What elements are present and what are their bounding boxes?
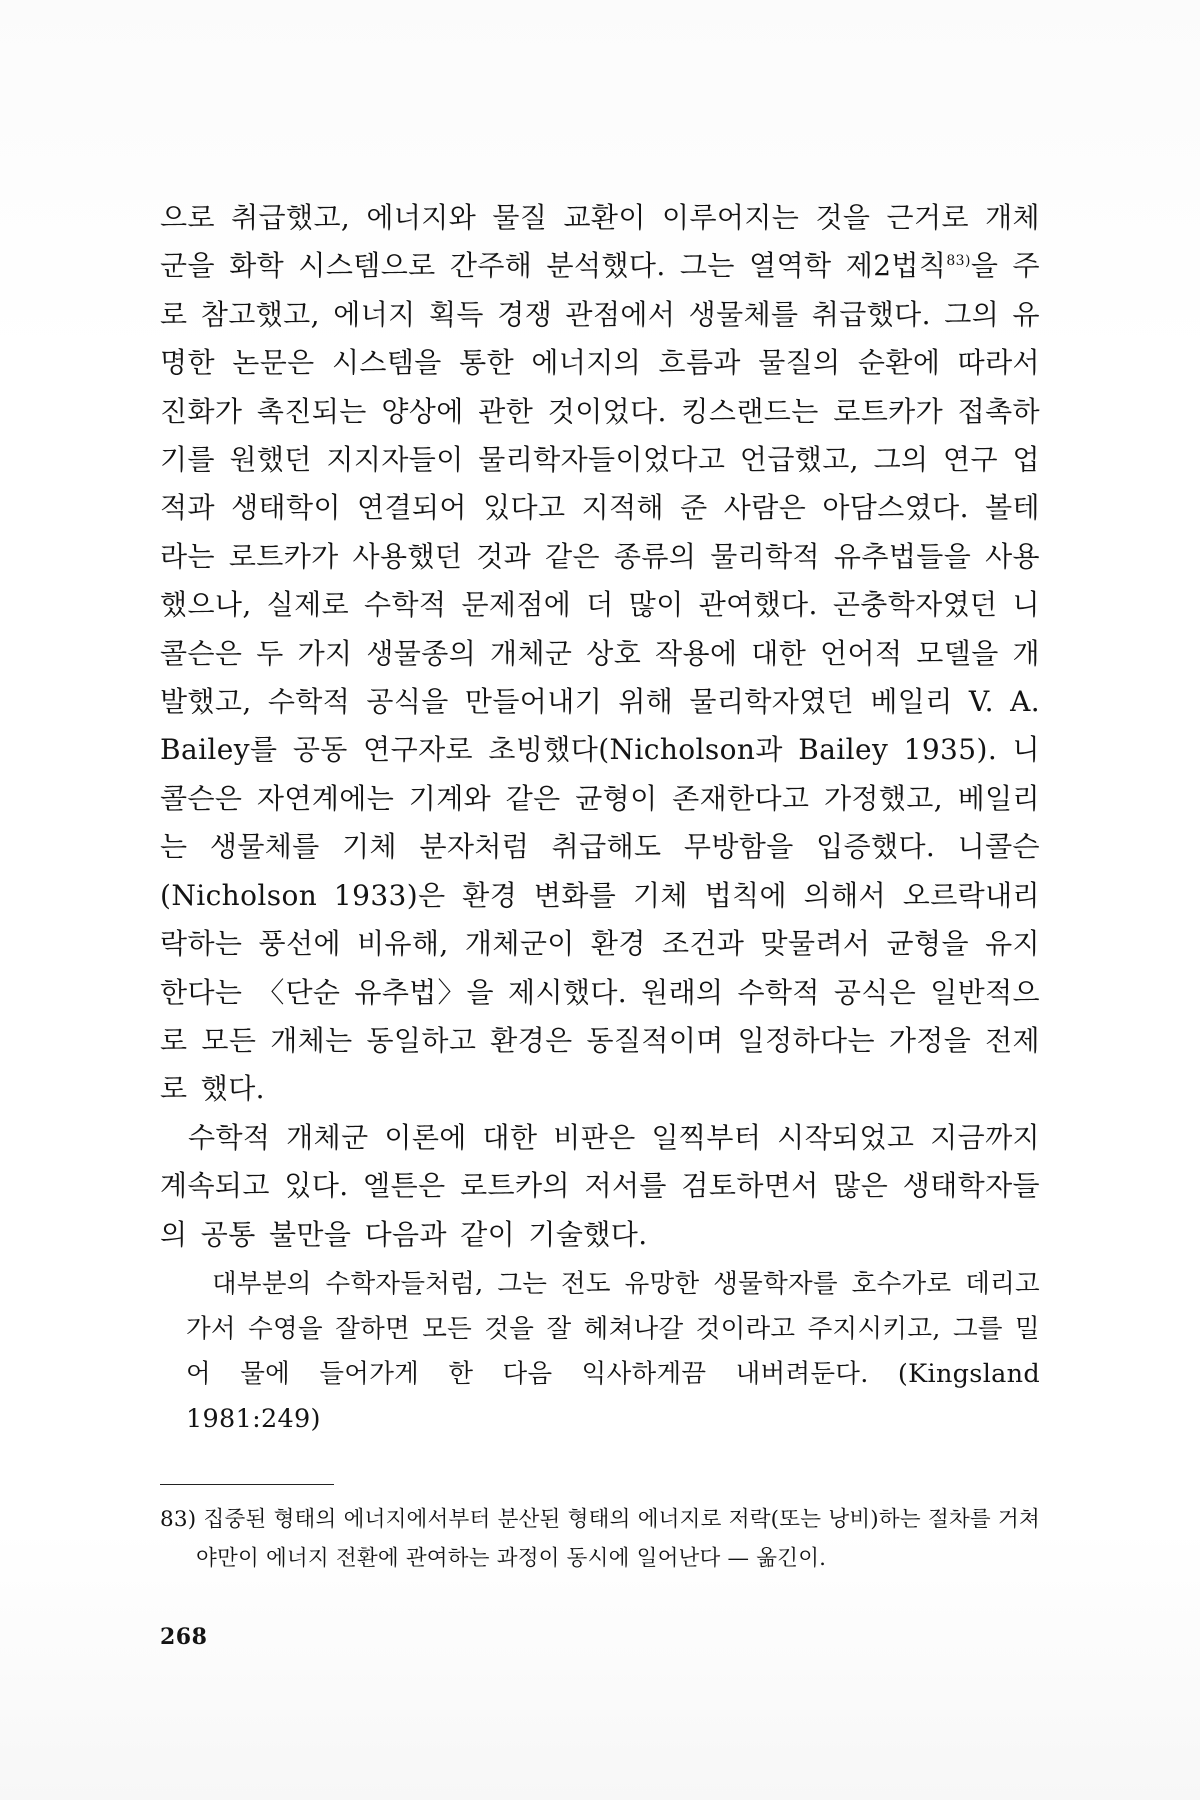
footnote-83: 83) 집중된 형태의 에너지에서부터 분산된 형태의 에너지로 저락(또는 낭비)하는 절차를 거쳐야만이 에너지 전환에 관여하는 과정이 동시에 일어난다 — 옮긴이. [160,1507,1040,1571]
paragraph-1-text-a: 으로 취급했고, 에너지와 물질 교환이 이루어지는 것을 근거로 개체군을 화학 시스템으로 간주해 분석했다. 그는 열역학 제2법칙 [160,201,1040,283]
paragraph-1 [160,194,1040,1114]
body-text [160,194,1040,1259]
page-number: 268 [160,1624,208,1650]
footnote-divider [160,1484,334,1485]
footnote-reference-83: 83) [946,253,971,270]
paragraph-2: 수학적 개체군 이론에 대한 비판은 일찍부터 시작되었고 지금까지 계속되고 있다. 엘튼은 로트카의 저서를 검토하면서 많은 생태학자들의 공통 불만을 다음과 같이 기술했다. [160,1120,1040,1251]
block-quote: 대부분의 수학자들처럼, 그는 전도 유망한 생물학자를 호수가로 데리고 가서 수영을 잘하면 모든 것을 잘 헤쳐나갈 것이라고 주지시키고, 그를 밀어 물에 들어가게 한 다음 익사하게끔 내버려둔다. (Kingsland 1981:249) [186,1269,1040,1434]
paragraph-1-text-b: 을 주로 참고했고, 에너지 획득 경쟁 관점에서 생물체를 취급했다. 그의 유명한 논문은 시스템을 통한 에너지의 흐름과 물질의 순환에 따라서 진화가 촉진되는 양상에 관한 것이었다. 킹스랜드는 로트카가 접촉하기를 원했던 지지자들이 물리학자들이었다고 언급했고, 그의 연구 업적과 생태학이 연결되어 있다고 지적해 준 사람은 아담스였다. 볼테라는 로트카가 사용했던 것과 같은 종류의 물리학적 유추법들을 사용했으나, 실제로 수학적 문제점에 더 많이 관여했다. 곤충학자였던 니콜슨은 두 가지 생물종의 개체군 상호 작용에 대한 언어적 모델을 개발했고, 수학적 공식을 만들어내기 위해 물리학자였던 베일리 V. A. Bailey를 공동 연구자로 초빙했다(Nicholson과 Bailey 1935). 니콜슨은 자연계에는 기계와 같은 균형이 존재한다고 가정했고, 베일리는 생물체를 기체 분자처럼 취급해도 무방함을 입증했다. 니콜슨(Nicholson 1933)은 환경 변화를 기체 법칙에 의해서 오르락내리락하는 풍선에 비유해, 개체군이 환경 조건과 맞물려서 균형을 유지한다는 〈단순 유추법〉을 제시했다. 원래의 수학적 공식은 일반적으로 모든 개체는 동일하고 환경은 동질적이며 일정하다는 가정을 전제로 했다. [160,249,1041,1106]
